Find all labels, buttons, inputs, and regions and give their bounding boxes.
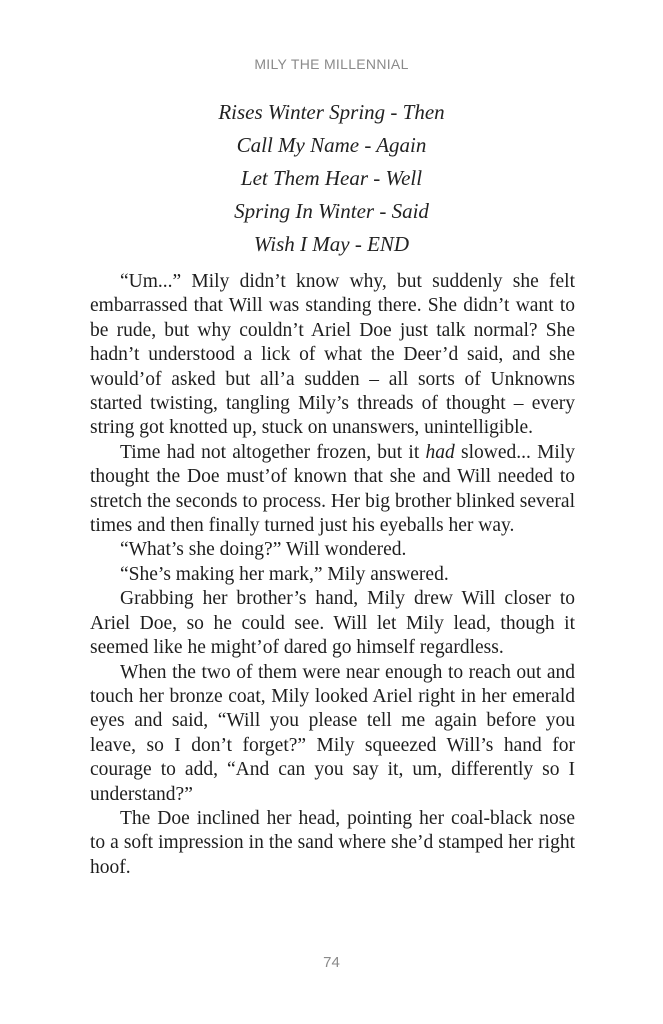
verse-line: Spring In Winter - Said: [234, 199, 429, 223]
paragraph: “Um...” Mily didn’t know why, but suddenly she felt embarrassed that Will was standing there. She didn’t want to be rude, but why couldn’t Ariel Doe just talk normal? She hadn’t understood a lick of what the Deer’d said, and she would’of asked but all’a sudden – all sorts of Unknowns started twisting, tangling Mily’s threads of thought – every string got knotted up, stuck on unanswers, unintelligible.: [90, 271, 575, 439]
paragraph: Grabbing her brother’s hand, Mily drew Will closer to Ariel Doe, so he could see. Will let Mily lead, though it seemed like he might’of dared go himself regardless.: [90, 588, 575, 659]
verse-line: Call My Name - Again: [236, 133, 427, 157]
verse-line: Rises Winter Spring - Then: [218, 100, 445, 124]
paragraph: The Doe inclined her head, pointing her coal-black nose to a soft impression in the sand where she’d stamped her right hoof.: [90, 807, 575, 878]
body-text: [90, 270, 575, 880]
paragraph: [90, 441, 575, 539]
verse-block: [0, 96, 663, 261]
page-number: 74: [323, 954, 340, 971]
verse-line: Wish I May - END: [253, 232, 410, 256]
paragraph-text: Time had not altogether frozen, but it: [120, 441, 426, 463]
paragraph: “She’s making her mark,” Mily answered.: [120, 563, 449, 585]
verse-line: Let Them Hear - Well: [240, 166, 423, 190]
emphasized-word: had: [425, 441, 455, 463]
paragraph: When the two of them were near enough to reach out and touch her bronze coat, Mily looked Ariel right in her emerald eyes and said, “Will you please tell me again before you leave, so I don’t forget?” Mily squeezed Will’s hand for courage to add, “And can you say it, um, differently so I understand?”: [90, 661, 575, 805]
paragraph: “What’s she doing?” Will wondered.: [120, 539, 407, 561]
paragraph-text: slowed... Mily thought the Doe must’of known that she and Will needed to stretch the seconds to process. Her big brother blinked several times and then finally turned just his eyeballs her way.: [90, 441, 575, 537]
running-header: MILY THE MILLENNIAL: [254, 56, 409, 72]
